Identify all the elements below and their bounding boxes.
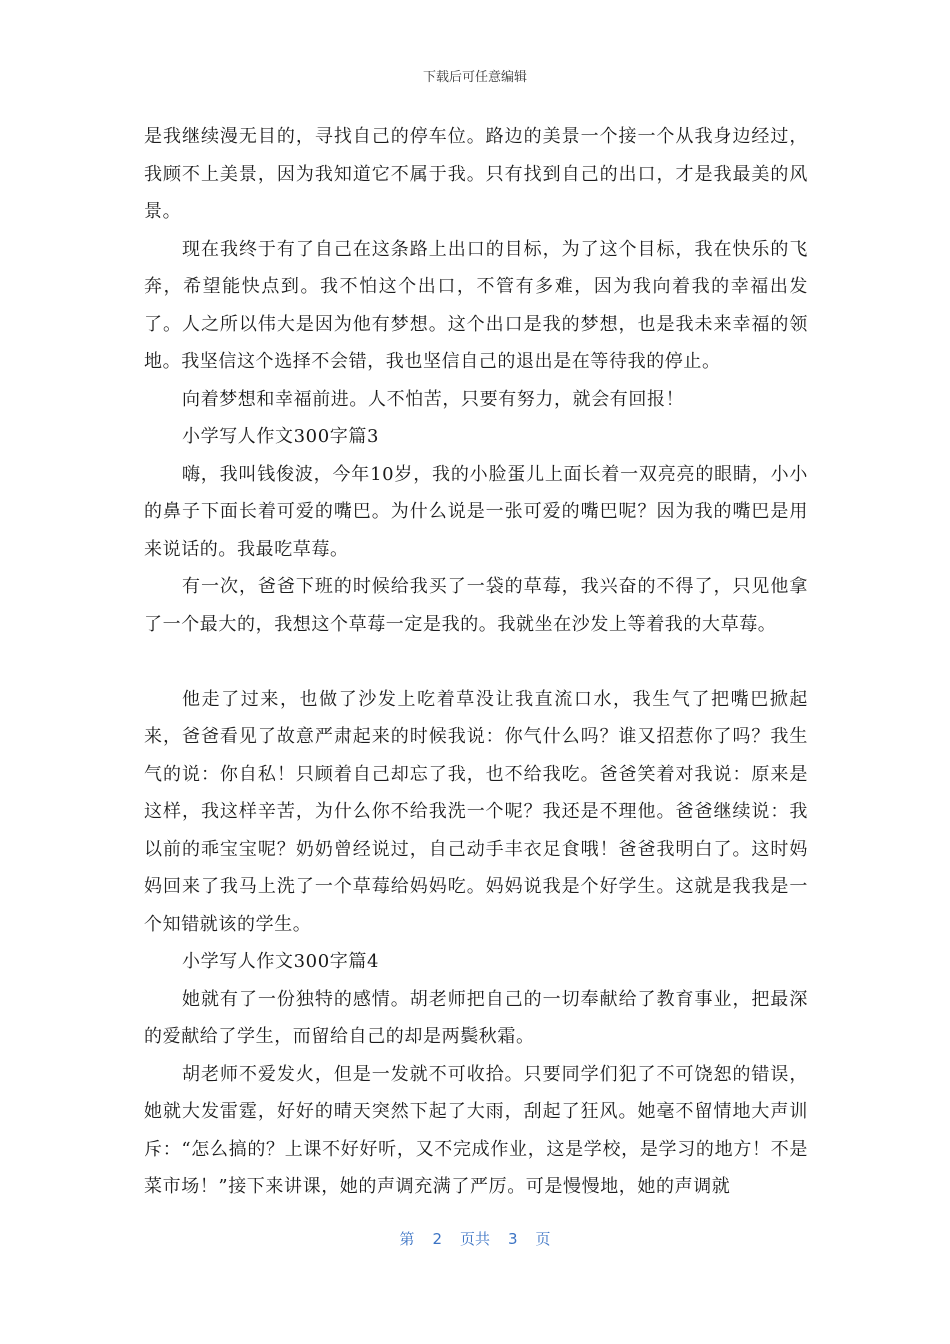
footer-prefix: 第 — [399, 1230, 415, 1248]
footer-middle: 页共 — [459, 1230, 490, 1248]
page-header: 下载后可任意编辑 — [422, 70, 527, 85]
paragraph: 她就有了一份独特的感情。胡老师把自己的一切奉献给了教育事业，把最深的爱献给了学生，而留给自己的却是两鬓秋霜。 — [144, 988, 808, 1047]
document-body — [144, 118, 808, 1206]
footer-total-pages: 3 — [508, 1230, 518, 1248]
paragraph: 现在我终于有了自己在这条路上出口的目标，为了这个目标，我在快乐的飞奔，希望能快点到。我不怕这个出口，不管有多难，因为我向着我的幸福出发了。人之所以伟大是因为他有梦想。这个出口是我的梦想，也是我未来幸福的领地。我坚信这个选择不会错，我也坚信自己的退出是在等待我的停止。 — [144, 238, 808, 372]
footer-suffix: 页 — [535, 1230, 551, 1248]
blank-line — [144, 643, 808, 681]
paragraph: 他走了过来，也做了沙发上吃着草没让我直流口水，我生气了把嘴巴掀起来，爸爸看见了故意严肃起来的时候我说：你气什么吗？谁又招惹你了吗？我生气的说：你自私！只顾着自己却忘了我，也不给我吃。爸爸笑着对我说：原来是这样，我这样辛苦，为什么你不给我洗一个呢？我还是不理他。爸爸继续说：我以前的乖宝宝呢？奶奶曾经说过，自己动手丰衣足食哦！爸爸我明白了。这时妈妈回来了我马上洗了一个草莓给妈妈吃。妈妈说我是个好学生。这就是我我是一个知错就该的学生。 — [144, 688, 808, 935]
page-footer — [0, 1228, 950, 1249]
paragraph: 向着梦想和幸福前进。人不怕苦，只要有努力，就会有回报！ — [182, 388, 685, 410]
footer-page-number: 2 — [432, 1230, 442, 1248]
paragraph: 有一次，爸爸下班的时候给我买了一袋的草莓，我兴奋的不得了，只见他拿了一个最大的，我想这个草莓一定是我的。我就坐在沙发上等着我的大草莓。 — [144, 576, 808, 635]
paragraph: 嗨，我叫钱俊波，今年10岁，我的小脸蛋儿上面长着一双亮亮的眼睛，小小的鼻子下面长着可爱的嘴巴。为什么说是一张可爱的嘴巴呢？因为我的嘴巴是用来说话的。我最吃草莓。 — [144, 463, 808, 560]
section-heading: 小学写人作文300字篇4 — [182, 951, 380, 972]
paragraph: 是我继续漫无目的，寻找自己的停车位。路边的美景一个接一个从我身边经过，我顾不上美景，因为我知道它不属于我。只有找到自己的出口，才是我最美的风景。 — [144, 126, 808, 222]
paragraph: 胡老师不爱发火，但是一发就不可收拾。只要同学们犯了不可饶恕的错误，她就大发雷霆，好好的晴天突然下起了大雨，刮起了狂风。她毫不留情地大声训斥：“怎么搞的？上课不好好听，又不完成作业，这是学校，是学习的地方！不是菜市场！”接下来讲课，她的声调充满了严厉。可是慢慢地，她的声调就 — [144, 1063, 808, 1197]
section-heading: 小学写人作文300字篇3 — [182, 426, 380, 447]
